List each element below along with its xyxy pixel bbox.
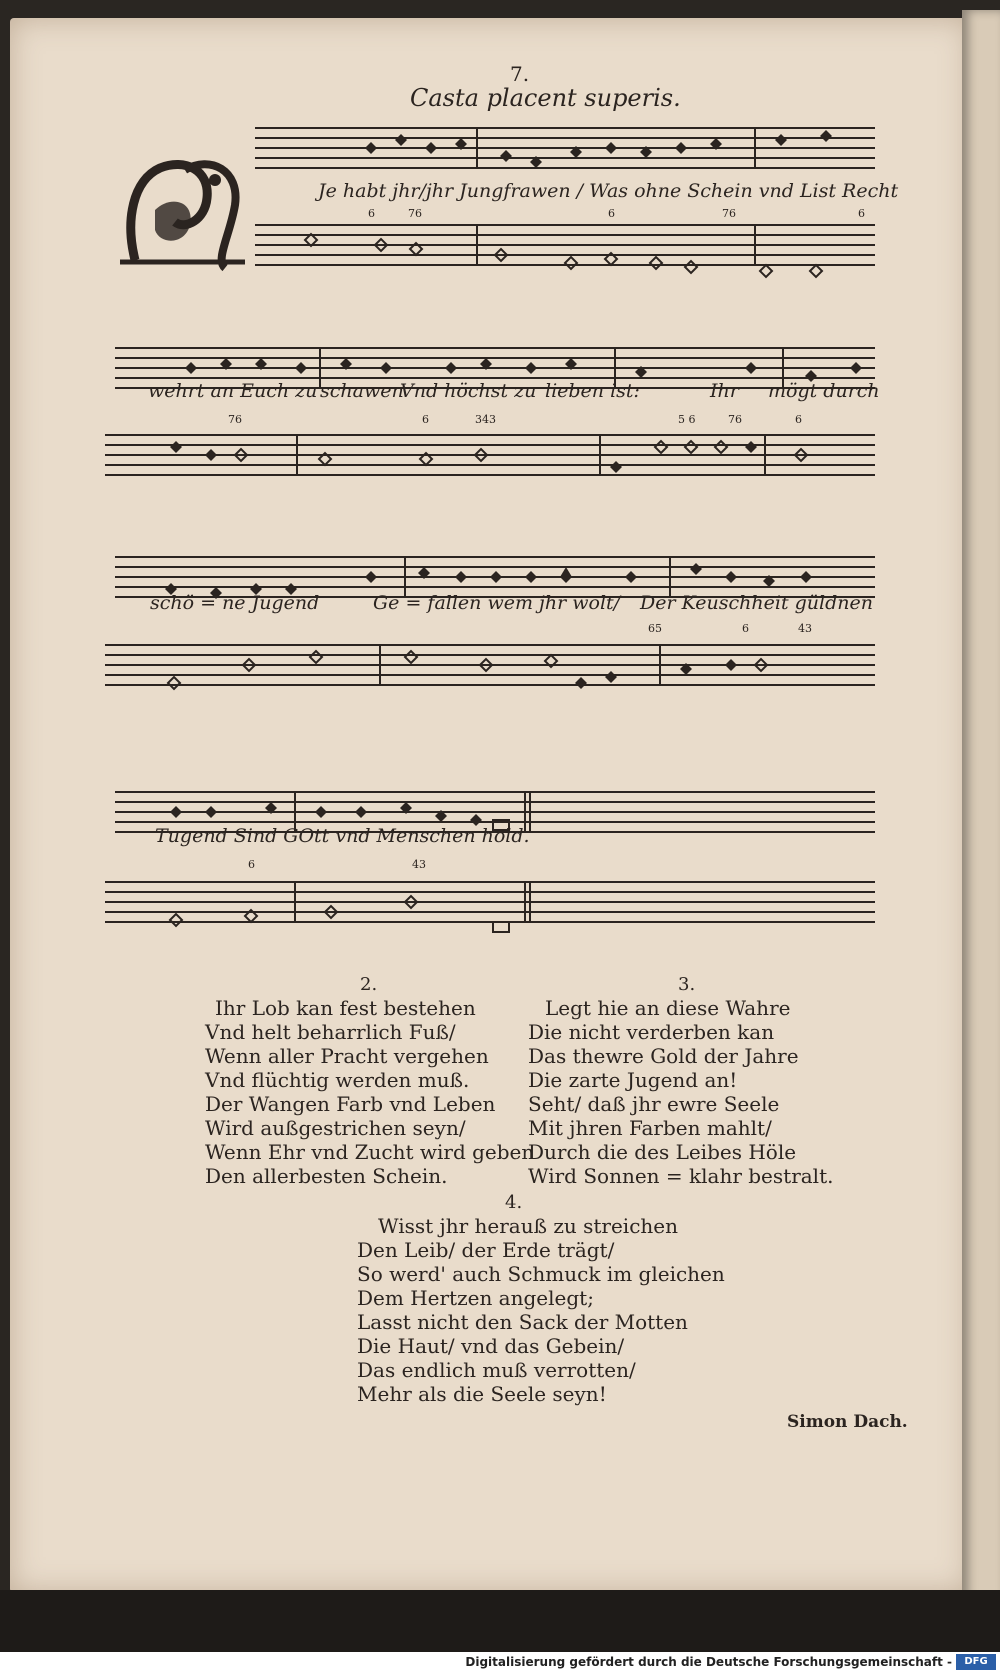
lyrics-system-1: Je habt jhr/jhr Jungfrawen / Was ohne Schein vnd List Recht — [318, 180, 899, 202]
song-title: Casta placent superis. — [410, 84, 681, 112]
stanza-2-line-4: Vnd flüchtig werden muß. — [205, 1068, 470, 1092]
stanza-4-number: 4. — [505, 1192, 523, 1213]
figure-2c: 343 — [475, 413, 496, 426]
figure-3c: 43 — [798, 622, 812, 635]
stanza-4-line-1: Wisst jhr herauß zu streichen — [378, 1214, 678, 1238]
lyric-2e: ist: — [610, 380, 640, 402]
lyric-2a: wehrt an Euch zu — [148, 380, 318, 402]
lyric-2g: mögt durch — [768, 380, 880, 402]
facing-page-edge — [962, 10, 1000, 1610]
figure-2b: 6 — [422, 413, 429, 426]
staff-1-bass — [255, 215, 880, 280]
figure-2d: 5 6 — [678, 413, 696, 426]
page-number: 7. — [510, 62, 530, 86]
lyric-2d: lieben — [545, 380, 605, 402]
stanza-3-line-8: Wird Sonnen = klahr bestralt. — [528, 1164, 834, 1188]
stanza-3-line-6: Mit jhren Farben mahlt/ — [528, 1116, 772, 1140]
decorative-initial-h — [115, 150, 250, 275]
stanza-3-line-5: Seht/ daß jhr ewre Seele — [528, 1092, 780, 1116]
figure-1b: 76 — [408, 207, 422, 220]
stanza-4-line-3: So werd' auch Schmuck im gleichen — [357, 1262, 725, 1286]
dfg-logo: DFG — [956, 1654, 996, 1670]
stanza-2-line-2: Vnd helt beharrlich Fuß/ — [205, 1020, 456, 1044]
figure-2f: 6 — [795, 413, 802, 426]
lyric-2b: schawen — [320, 380, 404, 402]
figure-1e: 6 — [858, 207, 865, 220]
stanza-3-line-7: Durch die des Leibes Höle — [528, 1140, 797, 1164]
lyric-3b: Ge = fallen wem jhr wolt/ — [373, 592, 621, 614]
lyrics-system-4: Tugend Sind GOtt vnd Menschen hold. — [155, 825, 530, 847]
stanza-3-line-4: Die zarte Jugend an! — [528, 1068, 738, 1092]
stanza-2-line-5: Der Wangen Farb vnd Leben — [205, 1092, 496, 1116]
stanza-3-line-3: Das thewre Gold der Jahre — [528, 1044, 799, 1068]
figure-3a: 65 — [648, 622, 662, 635]
lyric-3c: Der Keuschheit güldnen — [640, 592, 873, 614]
stanza-2-line-3: Wenn aller Pracht vergehen — [205, 1044, 489, 1068]
stanza-4-line-2: Den Leib/ der Erde trägt/ — [357, 1238, 615, 1262]
stanza-4-line-7: Das endlich muß verrotten/ — [357, 1358, 636, 1382]
stanza-3-line-1: Legt hie an diese Wahre — [545, 996, 791, 1020]
scan-bottom-border — [0, 1590, 1000, 1652]
figure-2a: 76 — [228, 413, 242, 426]
stanza-2-line-7: Wenn Ehr vnd Zucht wird geben — [205, 1140, 535, 1164]
stanza-4-line-6: Die Haut/ vnd das Gebein/ — [357, 1334, 625, 1358]
figure-1d: 76 — [722, 207, 736, 220]
stanza-4-line-8: Mehr als die Seele seyn! — [357, 1382, 607, 1406]
figure-1a: 6 — [368, 207, 375, 220]
stanza-2-number: 2. — [360, 974, 378, 995]
figure-1c: 6 — [608, 207, 615, 220]
staff-1-treble — [255, 118, 880, 180]
figure-2e: 76 — [728, 413, 742, 426]
stanza-4-line-5: Lasst nicht den Sack der Motten — [357, 1310, 688, 1334]
stanza-4-line-4: Dem Hertzen angelegt; — [357, 1286, 594, 1310]
stanza-2-line-1: Ihr Lob kan fest bestehen — [215, 996, 476, 1020]
lyric-2c: Vnd höchst zu — [400, 380, 537, 402]
figure-4b: 43 — [412, 858, 426, 871]
lyric-3a: schö = ne Jugend — [150, 592, 320, 614]
stanza-3-line-2: Die nicht verderben kan — [528, 1020, 775, 1044]
stanza-2-line-6: Wird außgestrichen seyn/ — [205, 1116, 466, 1140]
staff-4-bass — [105, 872, 880, 937]
stanza-2-line-8: Den allerbesten Schein. — [205, 1164, 448, 1188]
figure-4a: 6 — [248, 858, 255, 871]
figure-3b: 6 — [742, 622, 749, 635]
staff-3-bass — [105, 635, 880, 700]
stanza-3-number: 3. — [678, 974, 696, 995]
staff-2-bass — [105, 425, 880, 490]
author-signature: Simon Dach. — [787, 1412, 908, 1432]
footer-credit: Digitalisierung gefördert durch die Deutsche Forschungsgemeinschaft - — [465, 1655, 952, 1669]
lyric-2f: Ihr — [710, 380, 739, 402]
